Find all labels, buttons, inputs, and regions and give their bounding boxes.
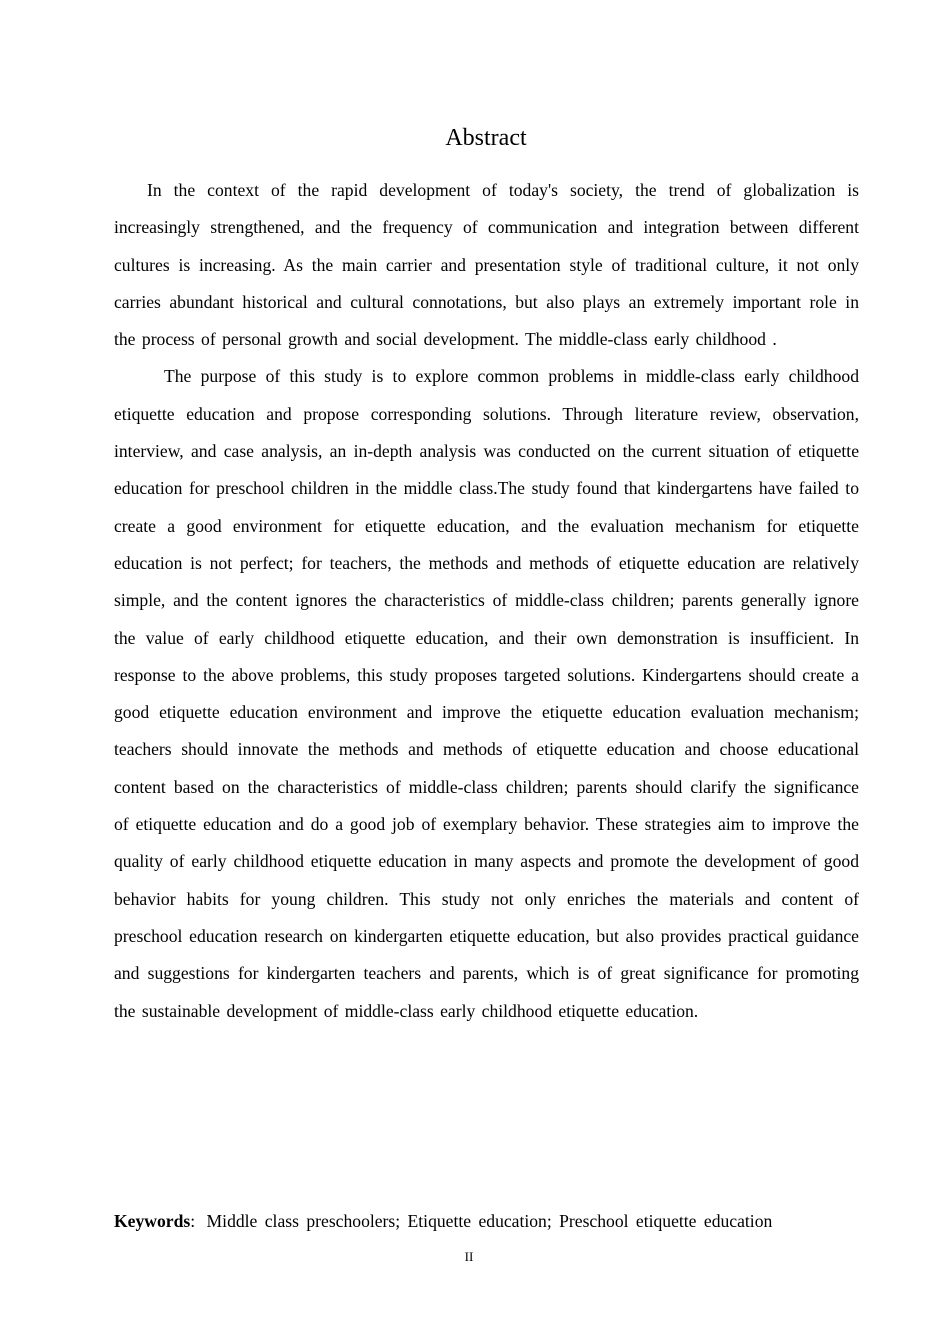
keywords-text: Middle class preschoolers; Etiquette education; Preschool etiquette education [206,1211,773,1231]
page-title: Abstract [445,125,527,151]
keywords-line [114,1206,874,1236]
abstract-paragraph-2: The purpose of this study is to explore common problems in middle-class early childhood etiquette education and propose corresponding solutions. Through literature review, observation, interview, and case analysis, an in-depth analysis was conducted on the current situation of etiquette education for preschool children in the middle class.The study found that kindergartens have failed to create a good environment for etiquette education, and the evaluation mechanism for etiquette education is not perfect; for teachers, the methods and methods of etiquette education are relatively simple, and the content ignores the characteristics of middle-class children; parents generally ignore the value of early childhood etiquette education, and their own demonstration is insufficient. In response to the above problems, this study proposes targeted solutions. Kindergartens should create a good etiquette education environment and improve the etiquette education evaluation mechanism; teachers should innovate the methods and methods of etiquette education and choose educational content based on the characteristics of middle-class children; parents should clarify the significance of etiquette education and do a good job of exemplary behavior. These strategies aim to improve the quality of early childhood etiquette education in many aspects and promote the development of good behavior habits for young children. This study not only enriches the materials and content of preschool education research on kindergarten etiquette education, but also provides practical guidance and suggestions for kindergarten teachers and parents, which is of great significance for promoting the sustainable development of middle-class early childhood etiquette education. [114,366,859,1021]
abstract-body [114,172,859,1030]
keywords-colon: : [190,1211,196,1231]
page-number: II [464,1249,474,1264]
abstract-paragraph-1: In the context of the rapid development of today's society, the trend of globalization is increasingly strengthened, and the frequency of communication and integration between different cultures is increasing. As the main carrier and presentation style of traditional culture, it not only carries abundant historical and cultural connotations, but also plays an extremely important role in the process of personal growth and social development. The middle-class early childhood . [114,180,859,350]
keywords-label: Keywords [114,1211,191,1231]
